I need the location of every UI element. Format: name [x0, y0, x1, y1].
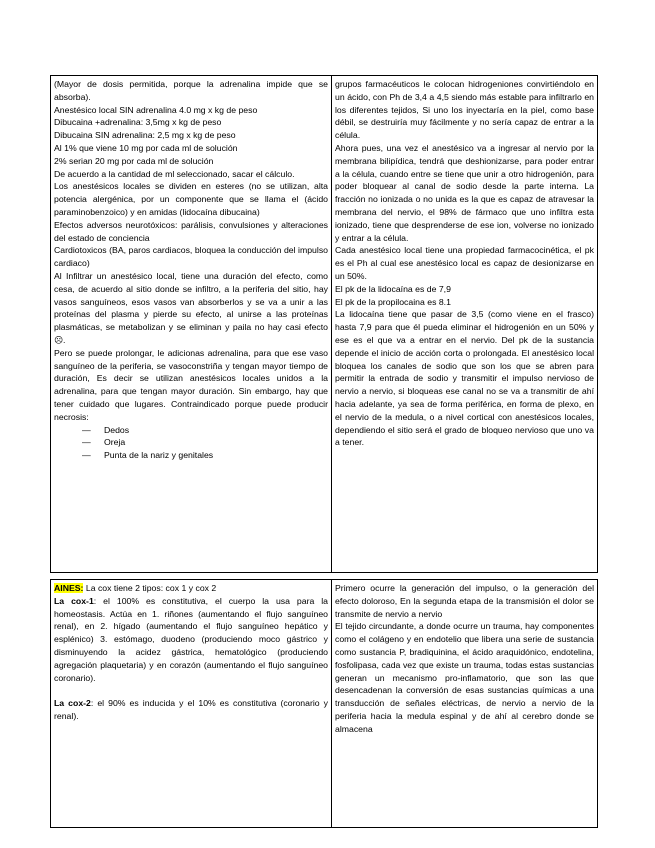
paragraph: Al 1% que viene 10 mg por cada ml de solución [54, 142, 238, 153]
blank-line [54, 684, 328, 697]
cox2-label: La cox-2 [54, 698, 91, 709]
paragraph: Cada anestésico local tiene una propiedad farmacocinética, el pk es el Ph al cual ese anestésico local es capaz de desionizarse en un 50%. [335, 245, 594, 281]
paragraph: Ahora pues, una vez el anestésico va a ingresar al nervio por la membrana bilipídica, tendrá que deshionizarse, para poder entrar a la célula, cuando entre se tiene que unir a otro hidrogenión, para poder bloquear al canal de sodio desde la parte interna. La fracción no ionizada o no unida es la que es capaz de atravesar la membrana del nervio, el 98% de fármaco que uno infiltra esta ionizado, tiene que desprenderse de ese ion, volverse no ionizado y entrar a la célula. [335, 142, 594, 243]
gap-cell [51, 573, 332, 580]
table-row [51, 76, 598, 573]
notes-table [50, 75, 598, 828]
aines-heading-text: La cox tiene 2 tipos: cox 1 y cox 2 [83, 583, 217, 593]
paragraph: Dibucaina SIN adrenalina: 2,5 mg x kg de peso [54, 130, 236, 141]
paragraph: El pk de la lidocaína es de 7,9 [335, 283, 451, 294]
paragraph: De acuerdo a la cantidad de ml seleccionado, sacar el cálculo. [54, 168, 295, 179]
paragraph: Los anestésicos locales se dividen en esteres (no se utilizan, alta potencia alergénica, por un componente que se llama el (ácido paraminobenzoico) y en amidas (lidocaína dibucaina) [54, 181, 328, 217]
aines-heading [54, 582, 328, 595]
row-gap [51, 573, 598, 580]
paragraph: Cardiotoxicos (BA, paros cardiacos, bloquea la conducción del impulso cardiaco) [54, 245, 328, 269]
table-row [51, 580, 598, 828]
gap-cell [332, 573, 598, 580]
paragraph: El pk de la propilocaina es 8.1 [335, 296, 451, 307]
cox1-text: : el 100% es constitutiva, el cuerpo la usa para la homeostasis. Actúa en 1. riñones (aumentando el flujo sanguíneo renal), en 2. hígado (aumentando el flujo sanguíneo hepático y esplénico) 3. estómago, duodeno (produciendo moco gástrico y disminuyendo la acidez gástrica, hematológico (produciendo agregación plaquetaria) y en corazón (aumentando el flujo sanguíneo coronario). [54, 595, 329, 683]
paragraph: (Mayor de dosis permitida, porque la adrenalina impide que se absorba). [54, 79, 328, 102]
list-item: — Dedos [82, 424, 328, 437]
paragraph: Primero ocurre la generación del impulso, o la generación del efecto doloroso, En la segunda etapa de la transmisión el dolor se transmite de nervio a nervio [335, 583, 594, 619]
cell-bottom-left [51, 580, 332, 828]
cell-top-right [332, 76, 598, 573]
cox1-label: La cox-1 [54, 595, 94, 606]
cox2-text: : el 90% es inducida y el 10% es constitutiva (coronario y renal). [54, 698, 328, 721]
paragraph: Al Infiltrar un anestésico local, tiene una duración del efecto, como cesa, de acuerdo al sitio donde se infiltro, a la periferia del sitio, hay vasos sanguíneos, esos vasos van absorberlos y se va a unir a las proteínas del plasma y pierde su efecto, al unirse a las proteínas plasmáticas, se metabolizan y se eliminan y paila no hay casi efecto ☹. [54, 270, 328, 345]
cox2-paragraph [54, 697, 328, 723]
cell-top-left [51, 76, 332, 573]
paragraph: 2% serian 20 mg por cada ml de solución [54, 155, 214, 166]
paragraph: Dibucaina +adrenalina: 3,5mg x kg de peso [54, 117, 222, 128]
paragraph: Efectos adversos neurotóxicos: parálisis, convulsiones y alteraciones del estado de conciencia [54, 219, 328, 243]
list-item: — Oreja [82, 436, 328, 449]
contraindication-list [54, 424, 328, 462]
paragraph: grupos farmacéuticos le colocan hidrogeniones convirtiéndolo en un ácido, con Ph de 3,4 a 4,5 siendo más estable para infiltrarlo en los diferentes tejidos, Si uno los inyectaría en la piel, como base débil, se destruiría muy fácilmente y no sería capaz de entrar a la célula. [335, 79, 594, 141]
paragraph: La lidocaína tiene que pasar de 3,5 (como viene en el frasco) hasta 7,9 para que él pueda eliminar el hidrogenión en un 50% y ese es el que va a entrar en el nervio. Del pk de la sustancia depende el inicio de acción corta o prolongada. El anestésico local bloquea los canales de sodio que son los que se abren para permitir la entrada de sodio y transmitir el impulso nervioso de nervio a nervio, si bloqueas ese canal no se va a transmitir de ahí hacia adelante, ya sea de forma periférica, en forma de plexo, en el nervio de la medula, o a nivel cortical con anestésicos locales, dependiendo el sitio será el grado de bloqueo nervioso que uno va a tener. [335, 309, 594, 448]
list-item: — Punta de la nariz y genitales [82, 449, 328, 462]
paragraph: Anestésico local SIN adrenalina 4.0 mg x kg de peso [54, 104, 258, 115]
paragraph: Pero se puede prolongar, le adicionas adrenalina, para que ese vaso sanguíneo de la periferia, se vasoconstriña y tengan mayor tiempo de duración, Es decir se utilizan anestésicos locales unidos a la adrenalina, para que tengan mayor duración. Sin embargo, hay que tener cuidado que lugares. Contraindicado porque puede producir necrosis: [54, 347, 328, 422]
cell-bottom-right [332, 580, 598, 828]
paragraph: El tejido circundante, a donde ocurre un trauma, hay componentes como el colágeno y en endotelio que libera una serie de sustancia como sustancia P, bradiquinina, el ácido araquidónico, endotelina, fosfolipasa, cada vez que existe un trauma, todas estas sustancias generan un mecanismo pro-inflamatorio, que son las que desencadenan la conversión de esas sustancias químicas a una transducción de señales eléctricas, de nervio a nervio de la periferia hacia la medula espinal y de ahí al cerebro donde se almacena [335, 621, 594, 734]
aines-label: AINES: [54, 583, 84, 593]
cox1-paragraph [54, 595, 328, 685]
